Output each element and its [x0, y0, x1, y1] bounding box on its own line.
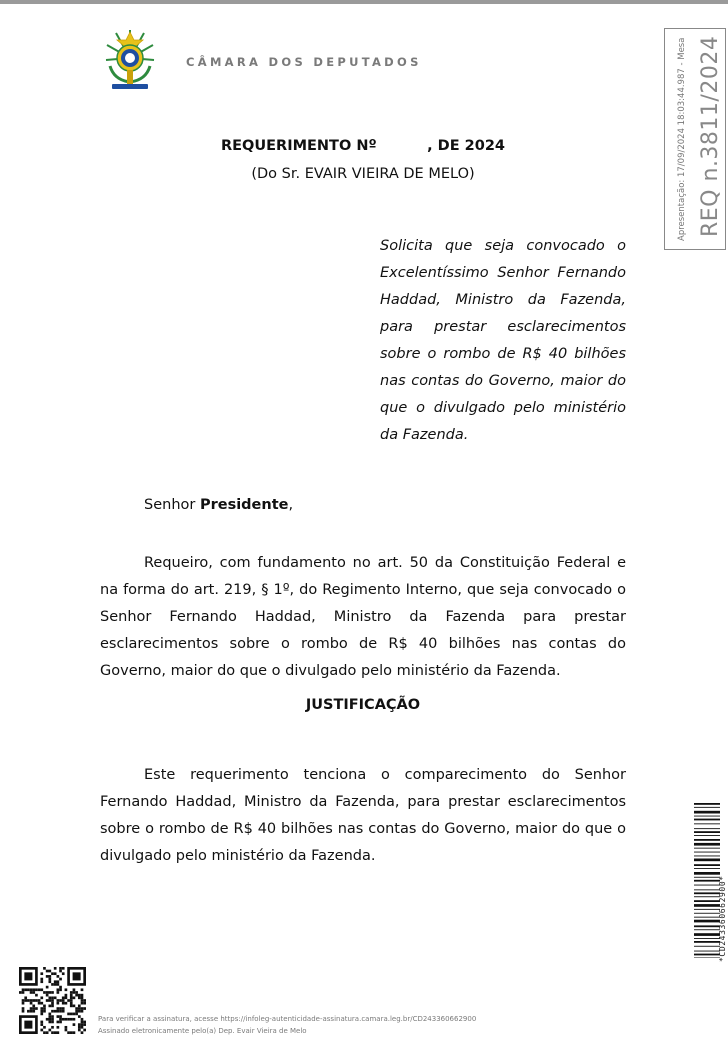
signature-verify-text: Para verificar a assinatura, acesse https://infoleg-autenticidade-assinatura.camara.leg.br/CD243360662900	[98, 1015, 477, 1023]
barcode-text: *CD243360662900*	[718, 875, 727, 962]
signature-signed-text: Assinado eletronicamente pelo(a) Dep. Evair Vieira de Melo	[98, 1027, 307, 1035]
barcode-icon	[694, 803, 720, 958]
greeting-prefix: Senhor	[144, 497, 200, 513]
greeting	[144, 497, 293, 513]
document-author: (Do Sr. EVAIR VIEIRA DE MELO)	[251, 166, 475, 182]
qr-code-icon	[19, 967, 86, 1034]
document-title: REQUERIMENTO Nº , DE 2024	[220, 138, 506, 154]
house-name: CÂMARA DOS DEPUTADOS	[186, 55, 422, 69]
ementa: Solicita que seja convocado o Excelentíssimo Senhor Fernando Haddad, Ministro da Fazenda, para prestar esclarecimentos sobre o rombo de R$ 40 bilhões nas contas do Governo, maior do que o divulgado pelo ministério da Fazenda.	[380, 238, 626, 443]
justification-heading: JUSTIFICAÇÃO	[305, 697, 421, 713]
greeting-suffix: ,	[288, 497, 294, 513]
stamp-request-number: REQ n.3811/2024	[698, 35, 723, 237]
request-paragraph: Requeiro, com fundamento no art. 50 da Constituição Federal e na forma do art. 219, § 1º, do Regimento Interno, que seja convocado o Senhor Fernando Haddad, Ministro da Fazenda para prestar esclarecimentos sobre o rombo de R$ 40 bilhões nas contas do Governo, maior do que o divulgado pelo ministério da Fazenda.	[100, 555, 626, 679]
justification-paragraph: Este requerimento tenciona o comparecimento do Senhor Fernando Haddad, Ministro da Fazenda, para prestar esclarecimentos sobre o rombo de R$ 40 bilhões nas contas do Governo, maior do que o divulgado pelo ministério da Fazenda.	[100, 767, 626, 864]
stamp-presentation-date: Apresentação: 17/09/2024 18:03:44.987 - Mesa	[677, 37, 687, 241]
coat-of-arms-icon	[104, 28, 156, 94]
greeting-addressee: Presidente	[199, 497, 289, 513]
protocol-stamp	[664, 28, 726, 250]
top-border	[0, 0, 728, 4]
